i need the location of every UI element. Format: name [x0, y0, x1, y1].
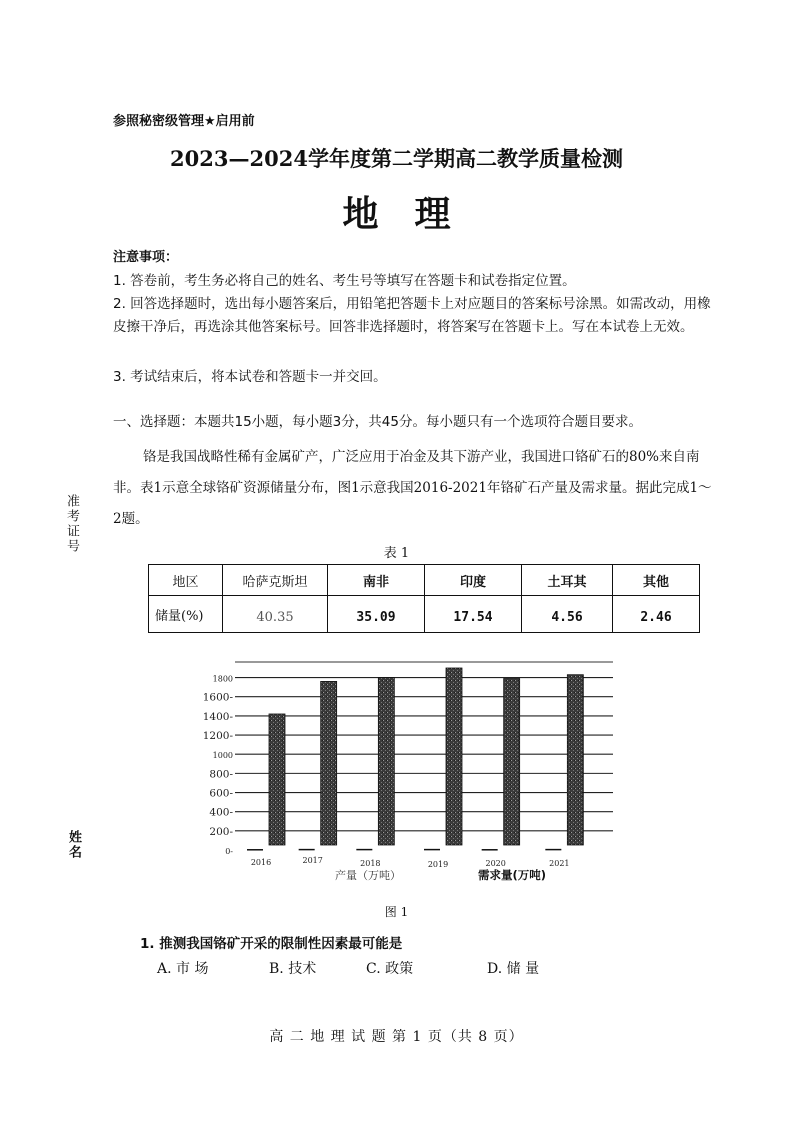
option-d: D. 储 量 [487, 961, 540, 977]
table-region-cell: 印度 [425, 565, 522, 596]
table-value-cell: 2.46 [613, 596, 700, 633]
y-tick-label: 1400- [202, 710, 233, 723]
legend-production: 产量（万吨） [335, 869, 401, 882]
production-bar [356, 849, 372, 851]
table-region-cell: 其他 [613, 565, 700, 596]
table-value-cell: 4.56 [522, 596, 613, 633]
table-region-cell: 南非 [328, 565, 425, 596]
production-bar [299, 849, 315, 851]
x-tick-label: 2018 [360, 859, 381, 868]
legend-demand: 需求量(万吨) [478, 868, 547, 882]
demand-bar [504, 679, 520, 845]
y-tick-label: 1800 [212, 674, 233, 684]
demand-bar [321, 681, 337, 845]
question-1-stem: 1. 推测我国铬矿开采的限制性因素最可能是 [140, 936, 403, 952]
y-tick-label: 1000 [212, 751, 233, 761]
table-value-cell: 17.54 [425, 596, 522, 633]
demand-bar [567, 675, 583, 845]
table-row [149, 565, 700, 596]
figure-caption: 图 1 [384, 905, 409, 919]
option-c: C. 政策 [366, 961, 414, 977]
note-item: 2. 回答选择题时，选出每小题答案后，用铅笔把答题卡上对应题目的答案标号涂黑。如需改动，用橡皮擦干净后，再选涂其他答案标号。回答非选择题时，将答案写在答题卡上。写在本试卷上无效。 [113, 296, 711, 335]
option-b: B. 技术 [269, 961, 317, 977]
name-label: 姓名 [66, 830, 81, 860]
table-caption: 表 1 [383, 546, 410, 561]
x-tick-label: 2021 [549, 859, 570, 868]
x-tick-label: 2016 [250, 858, 272, 867]
table-header-cell: 地区 [149, 565, 223, 596]
subject-title: 地理 [342, 193, 487, 235]
table-value-cell: 40.35 [223, 596, 328, 633]
y-tick-label: 200- [209, 825, 233, 838]
y-tick-label: 0- [225, 847, 233, 856]
table-region-cell: 哈萨克斯坦 [223, 565, 328, 596]
note-item: 3. 考试结束后，将本试卷和答题卡一并交回。 [113, 369, 387, 385]
notes-heading: 注意事项： [113, 250, 179, 265]
production-bar [545, 849, 561, 851]
production-demand-chart [195, 660, 625, 890]
confidential-label: 参照秘密级管理★启用前 [113, 114, 255, 129]
passage-text: 铬是我国战略性稀有金属矿产，广泛应用于冶金及其下游产业，我国进口铬矿石的80%来自南非。表1示意全球铬矿资源储量分布，图1示意我国2016-2021年铬矿石产量及需求量。据此完成1～2题。 [113, 449, 712, 527]
table-region-cell: 土耳其 [522, 565, 613, 596]
y-tick-label: 1200- [202, 730, 233, 743]
y-tick-label: 800- [209, 768, 233, 781]
production-bar [247, 849, 263, 851]
x-tick-label: 2020 [485, 859, 506, 868]
page-footer: 高 二 地 理 试 题 第 1 页（共 8 页） [269, 1029, 524, 1045]
demand-bar [446, 668, 462, 845]
section-heading: 一、选择题：本题共15小题，每小题3分，共45分。每小题只有一个选项符合题目要求。 [113, 414, 642, 430]
table-row [149, 596, 700, 633]
y-tick-label: 600- [209, 787, 233, 800]
x-tick-label: 2017 [302, 856, 323, 865]
table-value-cell: 35.09 [328, 596, 425, 633]
production-bar [482, 849, 498, 851]
note-item: 1. 答卷前，考生务必将自己的姓名、考生号等填写在答题卡和试卷指定位置。 [113, 273, 576, 289]
demand-bar [269, 714, 285, 845]
x-tick-label: 2019 [427, 860, 449, 869]
exam-number-label: 准考证号 [64, 494, 79, 554]
table-header-cell: 储量(%) [149, 596, 223, 633]
reserve-table [148, 564, 700, 633]
exam-title: 2023—2024学年度第二学期高二教学质量检测 [170, 146, 623, 171]
option-a: A. 市 场 [157, 961, 209, 977]
y-tick-label: 400- [209, 806, 233, 819]
production-bar [424, 849, 440, 851]
demand-bar [378, 678, 394, 845]
y-tick-label: 1600- [202, 691, 233, 704]
